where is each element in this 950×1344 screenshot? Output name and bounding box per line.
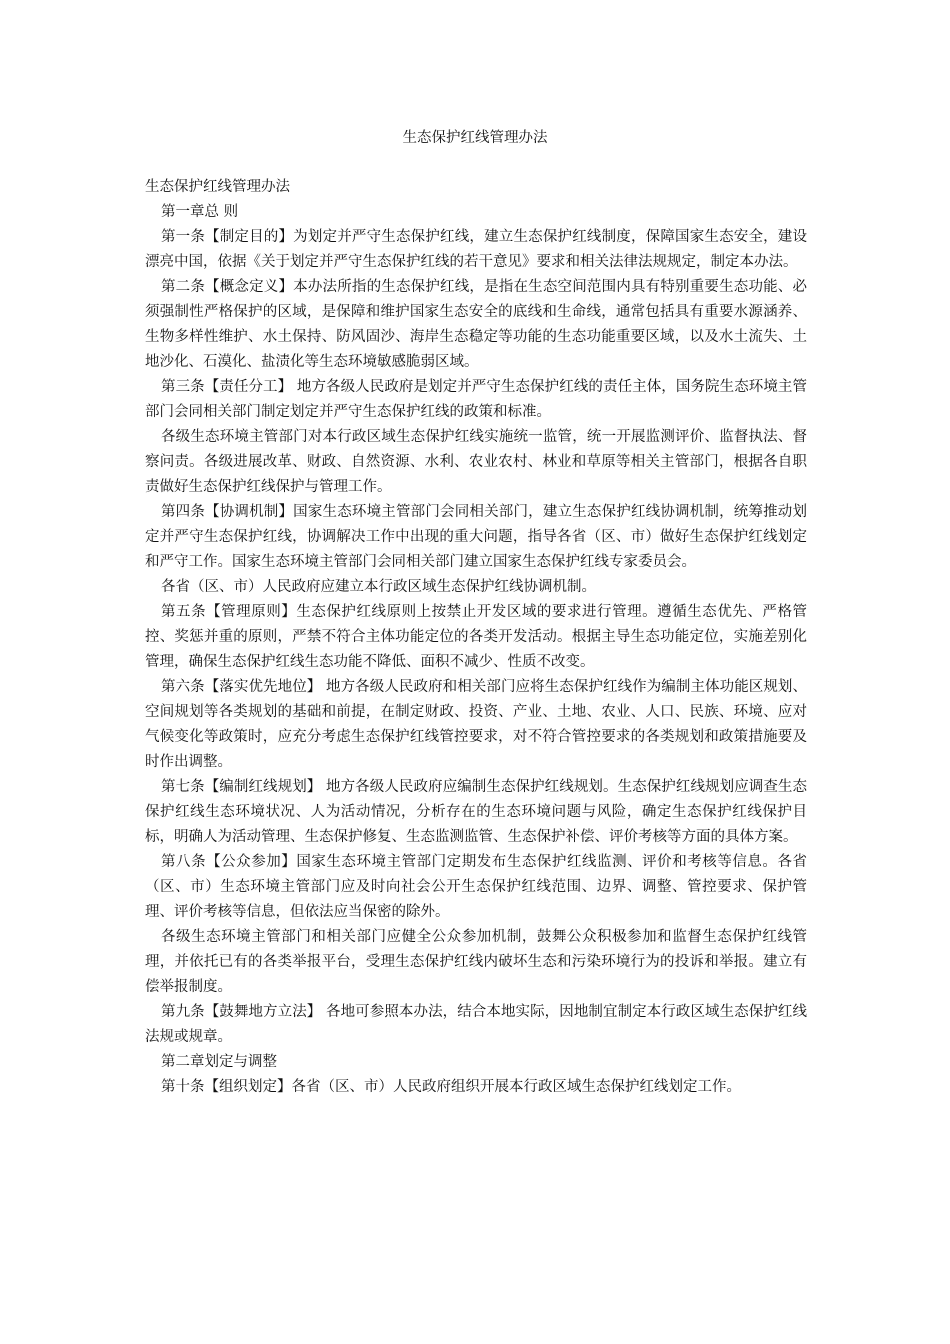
document-subtitle: 生态保护红线管理办法 <box>145 179 290 195</box>
article-paragraph: 第九条【鼓舞地方立法】 各地可参照本办法，结合本地实际，因地制宜制定本行政区域生态保护红线法规或规章。 <box>145 1004 807 1045</box>
article-paragraph: 第四条【协调机制】国家生态环境主管部门会同相关部门，建立生态保护红线协调机制，统筹推动划定并严守生态保护红线，协调解决工作中出现的重大问题，指导各省（区、市）做好生态保护红线划定和严守工作。国家生态环境主管部门会同相关部门建立国家生态保护红线专家委员会。 <box>145 504 807 570</box>
document-title: 生态保护红线管理办法 <box>402 130 548 146</box>
article-paragraph: 第八条【公众参加】国家生态环境主管部门定期发布生态保护红线监测、评价和考核等信息。各省（区、市）生态环境主管部门应及时向社会公开生态保护红线范围、边界、调整、管控要求、保护管理、评价考核等信息，但依法应当保密的除外。 <box>145 854 807 920</box>
article-paragraph: 第六条【落实优先地位】 地方各级人民政府和相关部门应将生态保护红线作为编制主体功能区规划、空间规划等各类规划的基础和前提，在制定财政、投资、产业、土地、农业、人口、民族、环境、应对气候变化等政策时，应充分考虑生态保护红线管控要求，对不符合管控要求的各类规划和政策措施要及时作出调整。 <box>145 679 807 770</box>
article-paragraph: 第五条【管理原则】生态保护红线原则上按禁止开发区域的要求进行管理。遵循生态优先、严格管控、奖惩并重的原则，严禁不符合主体功能定位的各类开发活动。根据主导生态功能定位，实施差别化管理，确保生态保护红线生态功能不降低、面积不减少、性质不改变。 <box>145 604 807 670</box>
article-paragraph: 各省（区、市）人民政府应建立本行政区域生态保护红线协调机制。 <box>161 579 596 595</box>
chapter-heading: 第二章划定与调整 <box>161 1054 277 1070</box>
article-paragraph: 各级生态环境主管部门对本行政区域生态保护红线实施统一监管，统一开展监测评价、监督执法、督察问责。各级进展改革、财政、自然资源、水利、农业农村、林业和草原等相关主管部门，根据各自职责做好生态保护红线保护与管理工作。 <box>145 429 807 495</box>
article-paragraph: 第十条【组织划定】各省（区、市）人民政府组织开展本行政区域生态保护红线划定工作。 <box>161 1079 741 1095</box>
article-paragraph: 第一条【制定目的】为划定并严守生态保护红线，建立生态保护红线制度，保障国家生态安全，建设漂亮中国，依据《关于划定并严守生态保护红线的若干意见》要求和相关法律法规规定，制定本办法。 <box>145 229 807 270</box>
chapter-heading: 第一章总 则 <box>161 204 239 220</box>
article-paragraph: 第七条【编制红线规划】 地方各级人民政府应编制生态保护红线规划。生态保护红线规划应调查生态保护红线生态环境状况、人为活动情况，分析存在的生态环境问题与风险，确定生态保护红线保护目标，明确人为活动管理、生态保护修复、生态监测监管、生态保护补偿、评价考核等方面的具体方案。 <box>145 779 807 845</box>
article-paragraph: 各级生态环境主管部门和相关部门应健全公众参加机制，鼓舞公众积极参加和监督生态保护红线管理，并依托已有的各类举报平台，受理生态保护红线内破坏生态和污染环境行为的投诉和举报。建立有偿举报制度。 <box>145 929 807 995</box>
article-paragraph: 第三条【责任分工】 地方各级人民政府是划定并严守生态保护红线的责任主体，国务院生态环境主管部门会同相关部门制定划定并严守生态保护红线的政策和标准。 <box>145 379 807 420</box>
document-body <box>145 175 807 1100</box>
article-paragraph: 第二条【概念定义】本办法所指的生态保护红线，是指在生态空间范围内具有特别重要生态功能、必须强制性严格保护的区域，是保障和维护国家生态安全的底线和生命线，通常包括具有重要水源涵养、生物多样性维护、水土保持、防风固沙、海岸生态稳定等功能的生态功能重要区域，以及水土流失、土地沙化、石漠化、盐渍化等生态环境敏感脆弱区域。 <box>145 279 807 370</box>
